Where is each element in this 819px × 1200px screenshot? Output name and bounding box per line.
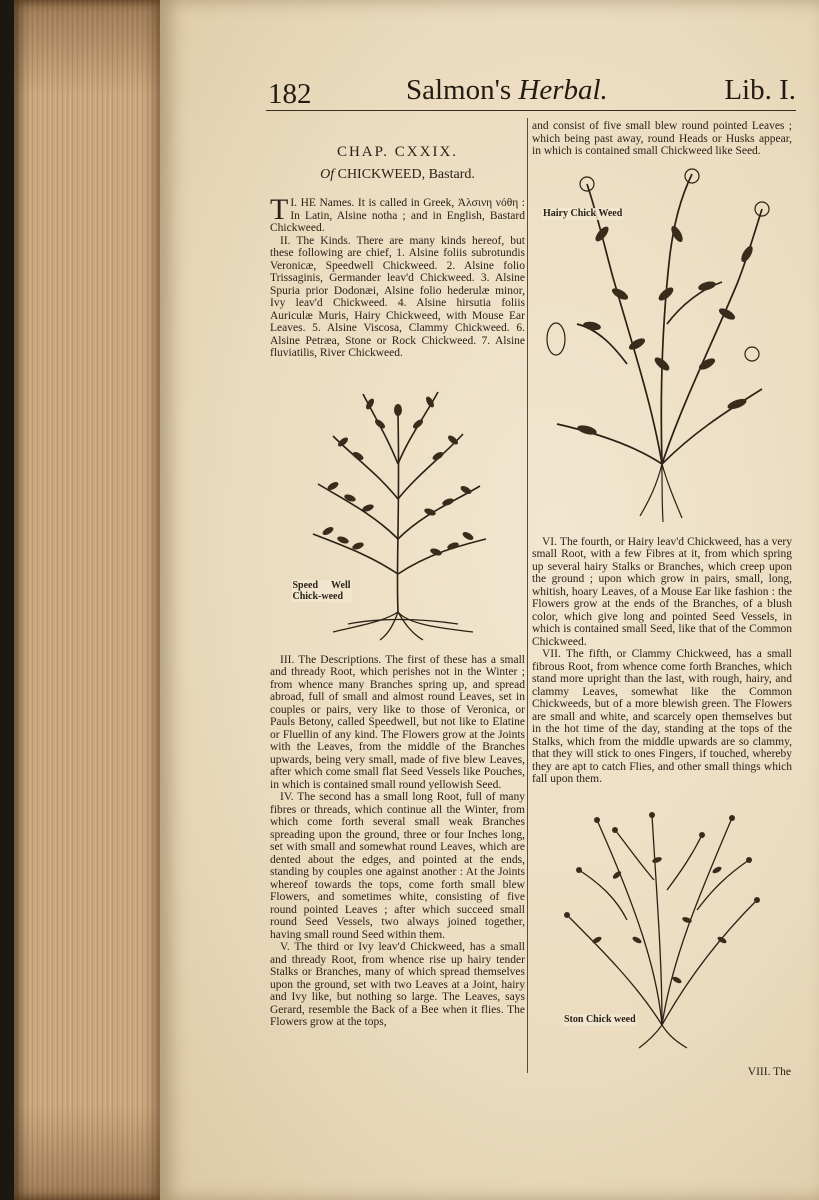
right-column (532, 120, 792, 1058)
paragraph-third-kind: V. The third or Ivy leav'd Chickweed, has a small and thready Root, from whence rise up hairy tender Stalks or Branches, many of which spread themselves upon the ground, set with two Leaves at a Joint, hairy and Ivy like, but nothing so large. The Leaves, says Gerard, resemble the Back of a Bee when it flies. The Flowers grow at the tops, (270, 941, 525, 1028)
stone-caption: Ston Chick weed (564, 1013, 636, 1025)
paragraph-descriptions: III. The Descriptions. The first of these has a small and thready Root, which perishes not in the Winter ; from whence many Branches spring up, and spread abroad, full of small and almost round Leaves, set in couples or pairs, very like to those of Veronica, or Pauls Betony, called Speedwell, but not like to Elatine or Fluellin of any kind. The Flowers grow at the Joints with the Leaves, from the middle of the Branches upwards, being very small, made of five blew Leaves, after which come small flat Seed Vessels like Pouches, in which is contained small round yellowish Seed. (270, 653, 525, 791)
chapter-title-main: CHICKWEED, Bastard. (337, 166, 475, 182)
book-fore-edge (14, 0, 164, 1200)
running-title (406, 74, 608, 107)
chapter-title (270, 166, 525, 182)
book-page (160, 0, 819, 1200)
paragraph-second-kind: IV. The second has a small long Root, full of many fibres or threads, which continue all the Winter, from which come forth several small weak Branches spreading upon the ground, three or four Inches long, set with small and somewhat round Leaves, which are dented about the edges, and pointed at the ends, standing by couples one against another : At the Joints whereof towards the tops, come forth small blew Flowers, and sometimes white, consisting of five round pointed Leaves ; after which succeed small round Seed Vessels, two always joined together, having small round Seed within them. (270, 791, 525, 941)
left-column (270, 140, 525, 1029)
title-work: Herbal. (518, 74, 608, 106)
stone-chickweed-woodcut (557, 800, 767, 1050)
stone-woodcut-drawing (557, 800, 767, 1050)
speedwell-chickweed-woodcut (288, 374, 508, 642)
hairy-caption: Hairy Chick Weed (543, 207, 623, 219)
paragraph-names (270, 193, 525, 235)
title-name: Salmon's (406, 74, 512, 106)
running-header (266, 70, 796, 111)
chapter-title-of: Of (320, 166, 335, 182)
hairy-chickweed-woodcut (542, 164, 782, 524)
paragraph-kinds: II. The Kinds. There are many kinds hereof, but these following are chief, 1. Alsine foliis subrotundis Veronicæ, Speedwell Chickweed. 2. Alsine folio Trissaginis, Germander leav'd Chickweed. 3. Alsine Spuria prior Dodonæi, Alsine folio hederulæ minor, Ivy leav'd Chickweed. 4. Alsine hirsutia foliis Auriculæ Muris, Hairy Chickweed, with Mouse Ear Leaves. 5. Alsine Viscosa, Clammy Chickweed. 6. Alsine Petræa, Stone or Rock Chickweed. 7. Alsine fluviatilis, River Chickweed. (270, 234, 525, 359)
speedwell-caption: Speed Well Chick-weed (292, 579, 351, 602)
chapter-number: CHAP. CXXIX. (336, 144, 459, 160)
drop-cap: T (270, 193, 289, 226)
book-section: Lib. I. (724, 74, 796, 106)
paragraph-fourth-kind: VI. The fourth, or Hairy leav'd Chickweed, has a very small Root, with a few Fibres at it, from which spring up several hairy Stalks or Branches, which creep upon the ground ; upon which grow in pairs, small, long, whitish, hoary Leaves, of a Mouse Ear like fashion : the Flowers grow at the ends of the Branches, of a blush color, which give long and pointed Seed Vessels, in which is contained small Seed, like that of the Common Chickweed. (532, 535, 792, 648)
column-divider (527, 118, 528, 1073)
catchword: VIII. The (747, 1066, 791, 1078)
paragraph-continued: and consist of five small blew round pointed Leaves ; which being past away, round Heads or Husks appear, in which is contained small Chickweed like Seed. (532, 120, 792, 157)
paragraph-fifth-kind: VII. The fifth, or Clammy Chickweed, has a small fibrous Root, from whence come forth Branches, which stand more upright than the last, with rough, hairy, and clammy Leaves, somewhat like the Common Chickweeds, but of a more blewish green. The Flowers are small and white, and scarcely open themselves but in the hot time of the day, standing at the tops of the Stalks, which from the middle upwards are so clammy, that they will stick to ones Fingers, if touched, whereby they are apt to catch Flies, and other small things which fall upon them. (532, 648, 792, 785)
paragraph-names-text: I. HE Names. It is called in Greek, Ἀλσινη νόθη : In Latin, Alsine notha ; and in English, Bastard Chickweed. (270, 197, 525, 234)
page-number: 182 (268, 78, 312, 110)
